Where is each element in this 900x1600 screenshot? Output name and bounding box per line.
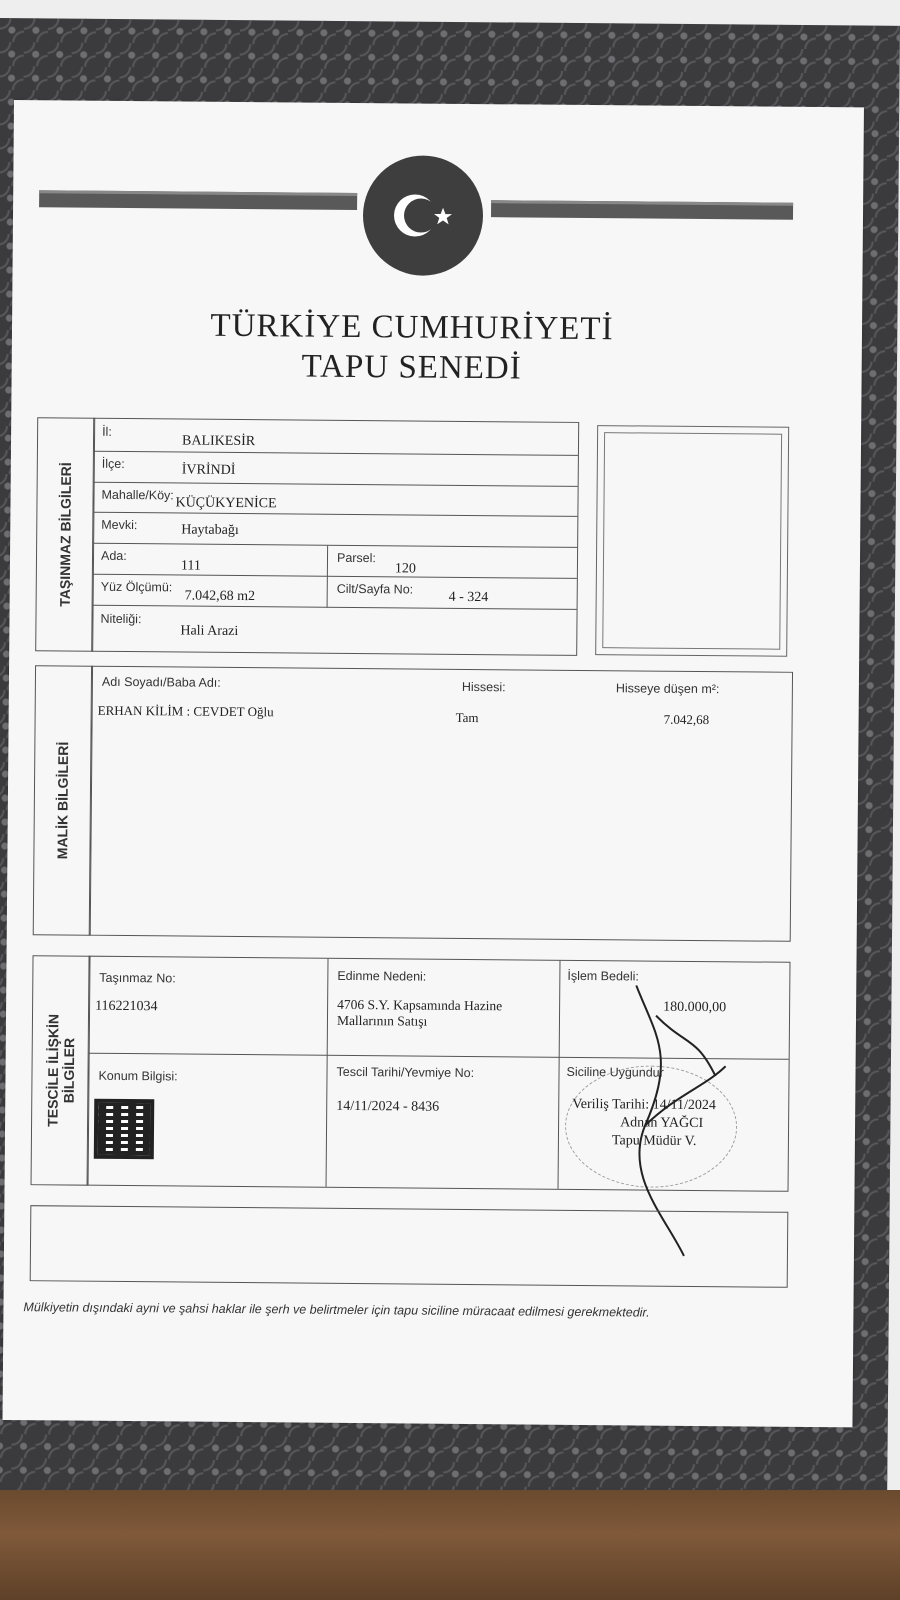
tescil-divider-1	[326, 959, 329, 1187]
nitelik-label: Niteliği:	[100, 611, 142, 627]
siciline-uygundur-label: Siciline Uygundur	[566, 1064, 664, 1080]
ilce-value: İVRİNDİ	[181, 462, 236, 478]
il-row	[94, 419, 578, 456]
tescil-section-header	[31, 955, 91, 1185]
tasinmaz-no-label: Taşınmaz No:	[99, 970, 176, 986]
konum-bilgisi-label: Konum Bilgisi:	[98, 1068, 178, 1084]
tescil-tarihi-label: Tescil Tarihi/Yevmiye No:	[336, 1064, 475, 1081]
photo-box	[595, 425, 789, 657]
title-deed-document	[2, 100, 863, 1427]
mevki-row	[93, 513, 577, 548]
officer-name: Adnan YAĞCI	[620, 1115, 704, 1132]
tescil-section-label-2: BİLGİLER	[60, 1037, 77, 1104]
location-qr-code-icon	[94, 1099, 155, 1160]
header-band-right	[491, 200, 793, 220]
document-title-line1: TÜRKİYE CUMHURİYETİ	[210, 307, 614, 348]
yuz-olcumu-value: 7.042,68 m2	[184, 588, 256, 605]
header-band-left	[39, 190, 357, 210]
ada-label: Ada:	[100, 548, 127, 564]
malik-table	[89, 666, 793, 942]
mevki-value: Haytabağı	[181, 522, 239, 538]
share-area-header: Hisseye düşen m²:	[615, 681, 720, 697]
wooden-surface	[0, 1490, 900, 1600]
yuz-cilt-row	[93, 575, 577, 610]
tescil-section-label-1: TESCİLE İLİŞKİN	[44, 1013, 62, 1127]
islem-bedeli-label: İşlem Bedeli:	[567, 968, 639, 984]
il-label: İl:	[102, 424, 112, 439]
cilt-sayfa-label: Cilt/Sayfa No:	[336, 581, 414, 597]
il-value: BALIKESİR	[181, 433, 256, 450]
parsel-label: Parsel:	[336, 550, 376, 566]
islem-bedeli-value: 180.000,00	[663, 999, 727, 1016]
crescent-star-emblem-icon	[362, 155, 483, 276]
parsel-value: 120	[394, 561, 416, 577]
tasinmaz-section-label: TAŞINMAZ BİLGİLERİ	[56, 462, 74, 607]
share-value: Tam	[455, 709, 479, 726]
share-header: Hissesi:	[461, 679, 506, 695]
ada-value: 111	[180, 558, 201, 574]
tasinmaz-no-value: 116221034	[95, 998, 158, 1015]
edinme-nedeni-label: Edinme Nedeni:	[337, 968, 427, 984]
ada-parsel-row	[93, 544, 577, 579]
share-area-value: 7.042,68	[663, 711, 710, 728]
cilt-sayfa-value: 4 - 324	[448, 589, 489, 606]
owner-name-header: Adı Soyadı/Baba Adı:	[101, 674, 221, 690]
yuz-olcumu-label: Yüz Ölçümü:	[100, 579, 173, 595]
photo-box-inner	[602, 432, 782, 650]
tasinmaz-table	[91, 418, 579, 656]
tescil-tarihi-value: 14/11/2024 - 8436	[336, 1098, 440, 1115]
footer-note: Mülkiyetin dışındaki ayni ve şahsi haklar ile şerh ve belirtmeler için tapu siciline müracaat edilmesi gerekmektedir.	[23, 1300, 650, 1320]
ilce-label: İlçe:	[101, 456, 125, 471]
mahalle-row	[93, 483, 577, 517]
mahalle-label: Mahalle/Köy:	[101, 487, 174, 503]
ilce-row	[94, 452, 578, 487]
malik-section-header	[33, 665, 93, 935]
document-title-line2: TAPU SENEDİ	[301, 348, 522, 387]
verilis-tarihi: Veriliş Tarihi: 14/11/2024	[572, 1096, 717, 1114]
malik-section-label: MALİK BİLGİLERİ	[54, 741, 72, 860]
owner-name-value: ERHAN KİLİM : CEVDET Oğlu	[97, 702, 274, 720]
nitelik-value: Hali Arazi	[180, 623, 239, 639]
tasinmaz-section-header	[35, 417, 95, 651]
edinme-nedeni-value: 4706 S.Y. Kapsamında Hazine Mallarının Satışı	[336, 996, 503, 1029]
annotations-box	[30, 1205, 789, 1288]
mahalle-value: KÜÇÜKYENİCE	[175, 495, 277, 512]
tescil-divider-2	[558, 961, 561, 1189]
mevki-label: Mevki:	[101, 517, 138, 533]
officer-title: Tapu Müdür V.	[611, 1133, 697, 1149]
